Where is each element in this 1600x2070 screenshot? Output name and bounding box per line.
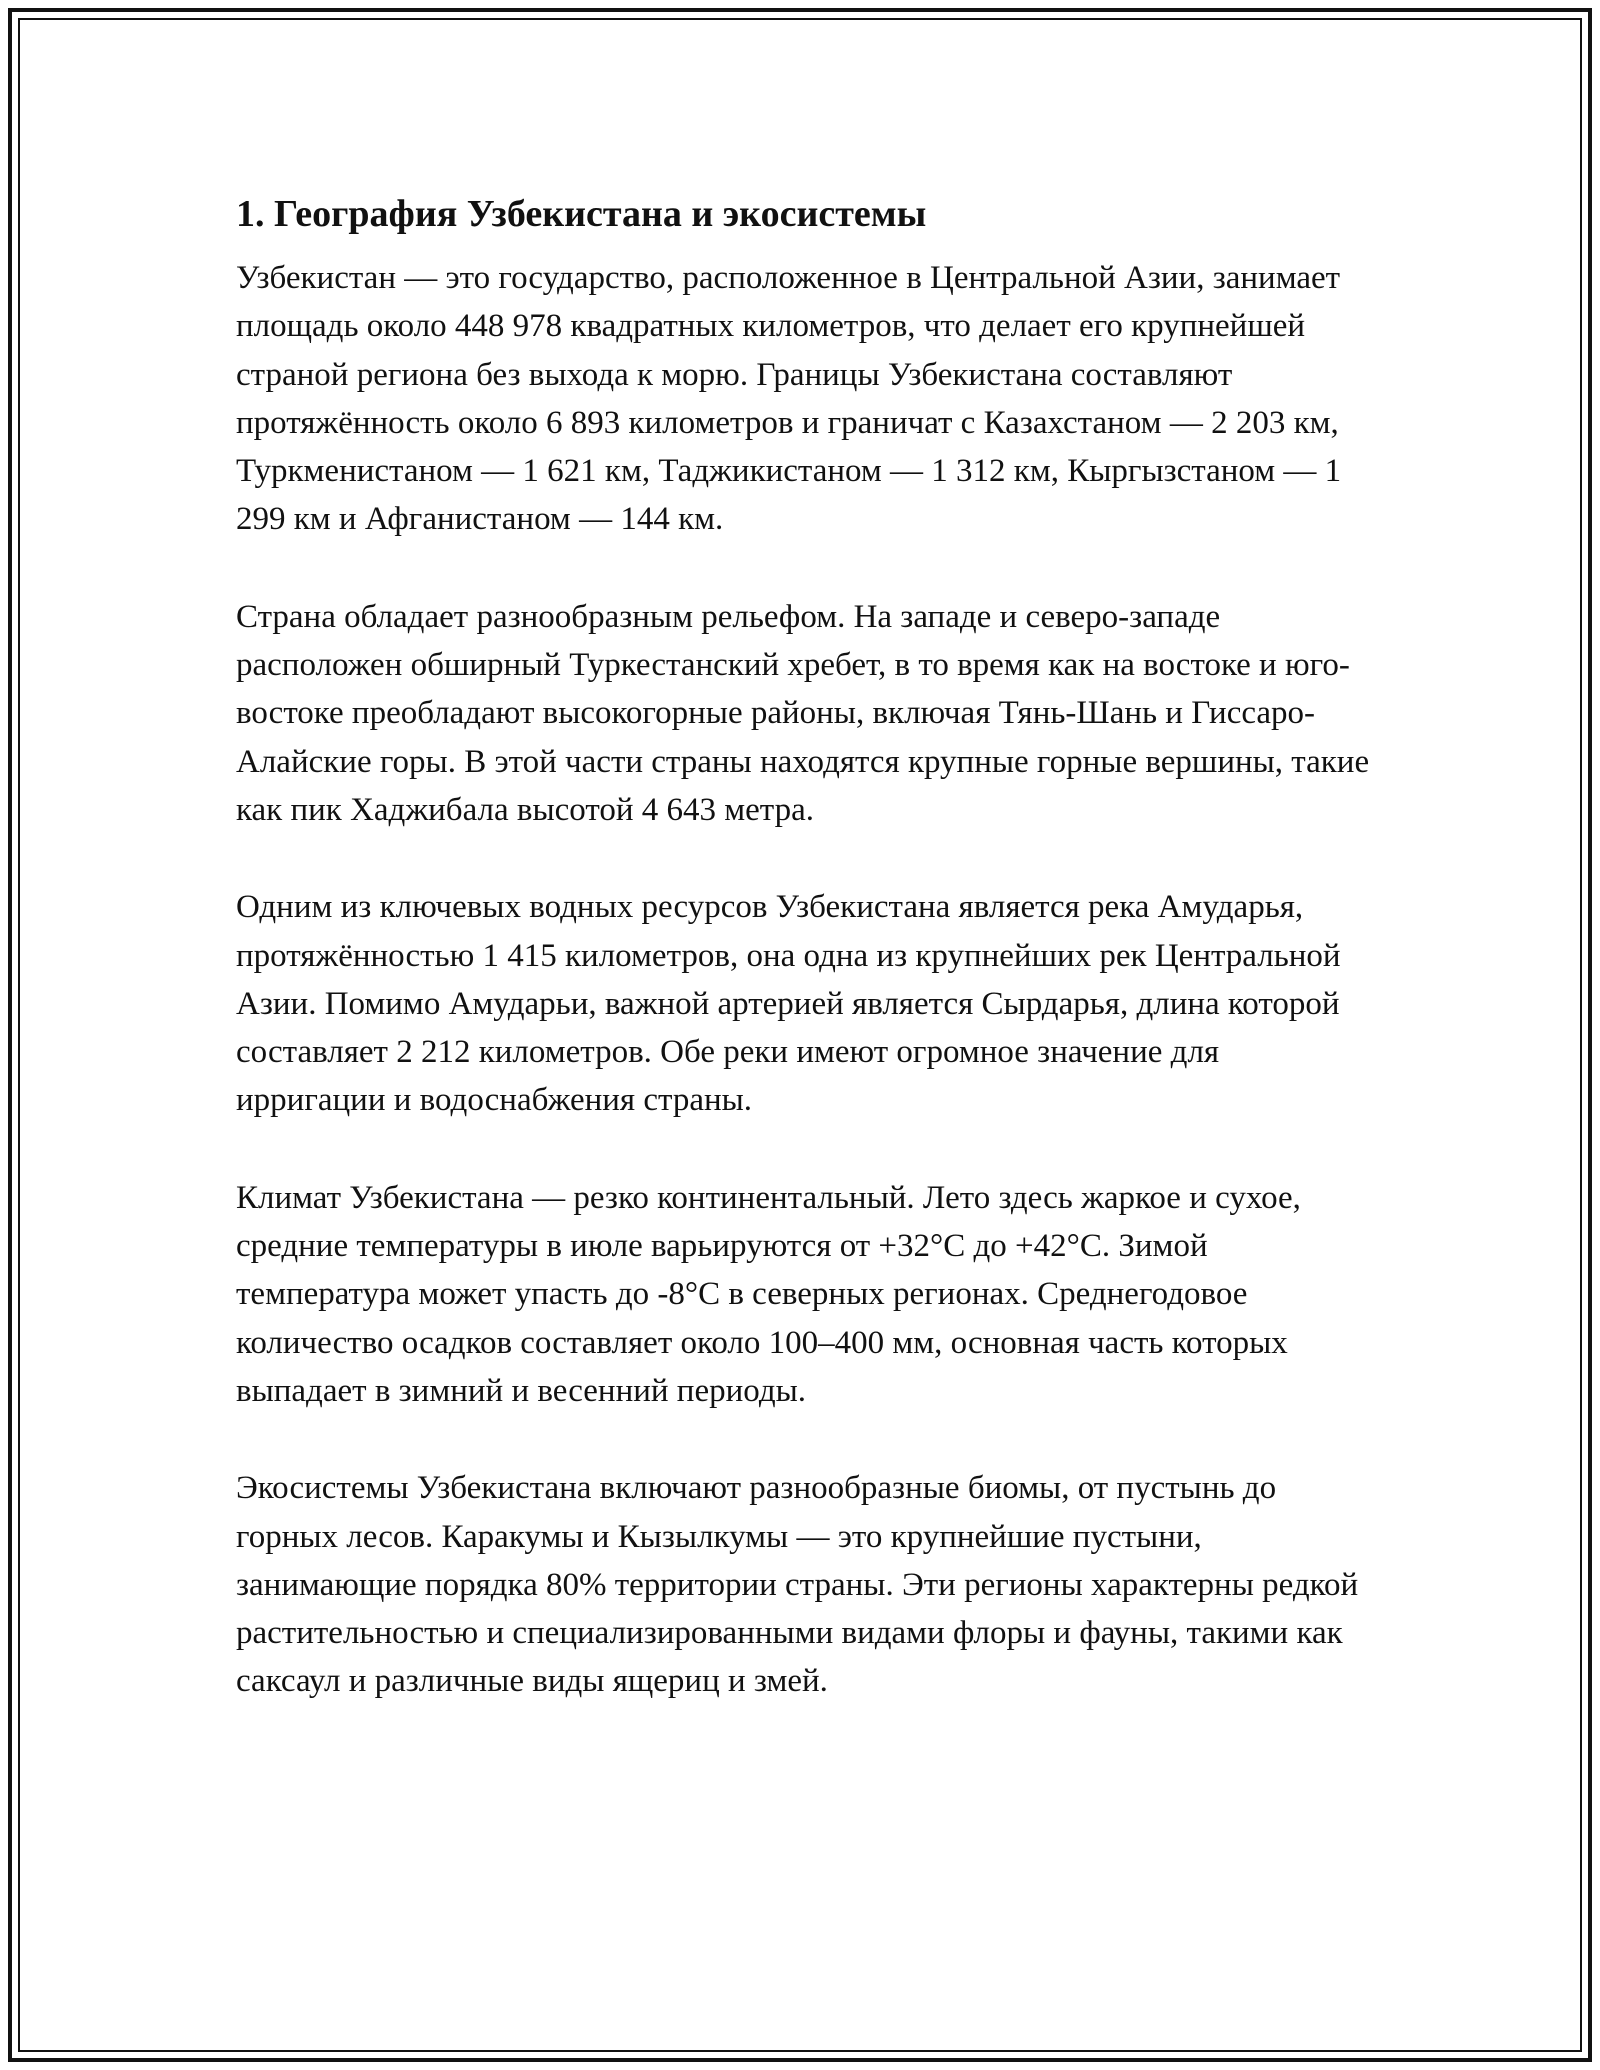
paragraph-borders: Узбекистан — это государство, расположенное в Центральной Азии, занимает площадь около 448 978 квадратных километров, что делает его крупнейшей страной региона без выхода к морю. Границы Узбекистана составляют протяжённость около 6 893 километров и граничат с Казахстаном — 2 203 км, Туркменистаном — 1 621 км, Таджикистаном — 1 312 км, Кыргызстаном — 1 299 км и Афганистаном — 144 км. bbox=[236, 260, 1342, 538]
section-heading: 1. География Узбекистана и экосистемы bbox=[236, 193, 927, 235]
paragraph-relief: Страна обладает разнообразным рельефом. На западе и северо-западе расположен обширный Туркестанский хребет, в то время как на востоке и юго-востоке преобладают высокогорные районы, включая Тянь-Шань и Гиссаро-Алайские горы. В этой части страны находятся крупные горные вершины, такие как пик Хаджибала высотой 4 643 метра. bbox=[236, 598, 1370, 828]
document-body bbox=[236, 188, 1376, 1755]
paragraph-ecosystems: Экосистемы Узбекистана включают разнообразные биомы, от пустынь до горных лесов. Каракумы и Кызылкумы — это крупнейшие пустыни, занимающие порядка 80% территории страны. Эти регионы характерны редкой растительностью и специализированными видами флоры и фауны, такими как саксаул и различные виды ящериц и змей. bbox=[236, 1470, 1359, 1700]
paragraph-rivers: Одним из ключевых водных ресурсов Узбекистана является река Амударья, протяжённостью 1 415 километров, она одна из крупнейших рек Центральной Азии. Помимо Амударьи, важной артерией является Сырдарья, длина которой составляет 2 212 километров. Обе реки имеют огромное значение для ирригации и водоснабжения страны. bbox=[236, 889, 1341, 1119]
paragraph-climate: Климат Узбекистана — резко континентальный. Лето здесь жаркое и сухое, средние температуры в июле варьируются от +32°C до +42°C. Зимой температура может упасть до -8°C в северных регионах. Среднегодовое количество осадков составляет около 100–400 мм, основная часть которых выпадает в зимний и весенний периоды. bbox=[236, 1179, 1301, 1409]
